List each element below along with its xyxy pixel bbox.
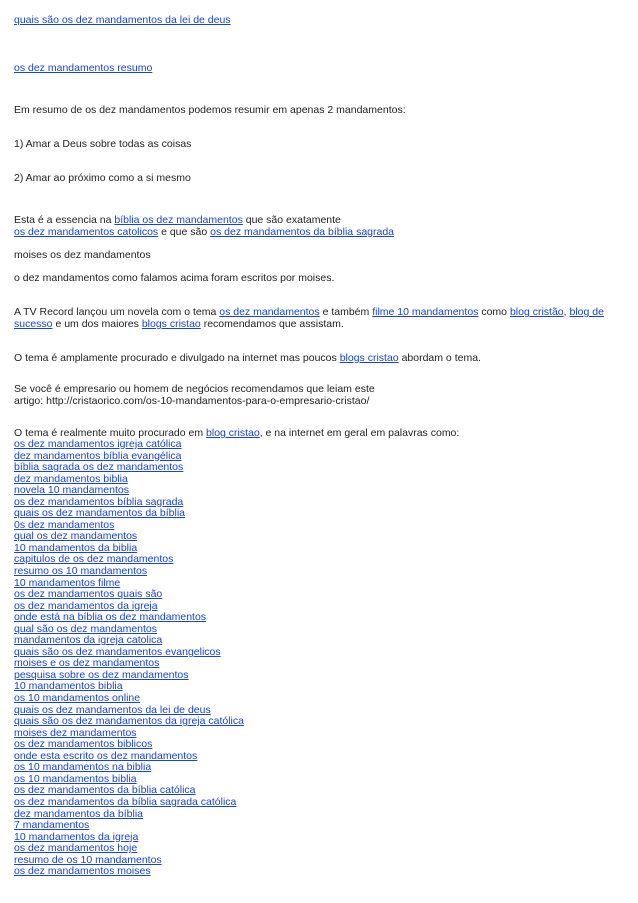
keyword-link[interactable]: os 10 mandamentos online xyxy=(14,692,141,705)
keyword-link[interactable]: os dez mandamentos igreja católica xyxy=(14,438,182,450)
keyword-link-list xyxy=(14,439,244,878)
essence-link-biblia[interactable]: bíblia os dez mandamentos xyxy=(114,214,243,226)
keyword-link[interactable]: os dez mandamentos moises xyxy=(14,865,151,878)
empresario-line2: artigo: http://cristaorico.com/os-10-mandamentos-para-o-empresario-cristao/ xyxy=(14,395,370,407)
essence-link-catolicos[interactable]: os dez mandamentos catolicos xyxy=(14,226,159,238)
moises-line: moises os dez mandamentos xyxy=(14,249,151,261)
essence-text-2: que são exatamente xyxy=(242,214,341,226)
record-text-4: , xyxy=(563,306,570,318)
keyword-link[interactable]: quais os dez mandamentos da bíblia xyxy=(14,507,186,520)
record-link-blogs-cristao[interactable]: blogs cristao xyxy=(141,318,201,330)
essence-paragraph-line2 xyxy=(14,226,394,238)
keyword-link[interactable]: mandamentos da igreja catolica xyxy=(14,634,163,647)
empresario-line1: Se você é empresario ou homem de negócios recomendamos que leiam este xyxy=(14,383,375,395)
tema-text-2: abordam o tema. xyxy=(398,352,481,364)
keyword-link[interactable]: resumo de os 10 mandamentos xyxy=(14,853,162,866)
record-link-blog-sucesso-part1[interactable]: blog de xyxy=(569,306,604,318)
keyword-link[interactable]: 10 mandamentos biblia xyxy=(14,680,123,693)
keyword-link[interactable]: os dez mandamentos biblicos xyxy=(14,738,153,751)
record-link-blog-cristao[interactable]: blog cristão xyxy=(509,306,564,318)
keyword-link[interactable]: pesquisa sobre os dez mandamentos xyxy=(14,668,189,681)
record-link-filme[interactable]: filme 10 mandamentos xyxy=(372,306,479,318)
intro-text: Em resumo de os dez mandamentos podemos resumir em apenas 2 mandamentos: xyxy=(14,104,406,116)
record-paragraph-line2 xyxy=(14,318,344,330)
essence-paragraph-line1 xyxy=(14,214,341,226)
record-text-5: e um dos maiores xyxy=(52,318,142,330)
keyword-link[interactable]: moises e os dez mandamentos xyxy=(14,657,160,670)
record-paragraph-line1 xyxy=(14,306,604,318)
essence-text-1: Esta é a essencia na xyxy=(14,214,115,226)
commandment-item-1: 1) Amar a Deus sobre todas as coisas xyxy=(14,138,192,150)
keyword-link[interactable]: os dez mandamentos bíblia sagrada xyxy=(14,495,184,508)
record-text-6: recomendamos que assistam. xyxy=(200,318,344,330)
keyword-link[interactable]: onde está na bíblia os dez mandamentos xyxy=(14,611,207,624)
summary-link[interactable]: os dez mandamentos resumo xyxy=(14,62,153,74)
summary-link-line xyxy=(14,62,152,74)
keyword-link[interactable]: onde esta escrito os dez mandamentos xyxy=(14,749,198,762)
essence-text-3: e que são xyxy=(158,226,211,238)
keyword-link[interactable]: os dez mandamentos hoje xyxy=(14,842,138,855)
written-line: o dez mandamentos como falamos acima foram escritos por moises. xyxy=(14,272,335,284)
keyword-link[interactable]: qual são os dez mandamentos xyxy=(14,622,158,635)
keyword-link[interactable]: bíblia sagrada os dez mandamentos xyxy=(14,461,184,474)
keyword-link[interactable]: 10 mandamentos da igreja xyxy=(14,830,139,843)
record-text-1: A TV Record lançou um novela com o tema xyxy=(14,306,220,318)
commandment-item-2: 2) Amar ao próximo como a si mesmo xyxy=(14,172,191,184)
essence-link-biblia-sagrada[interactable]: os dez mandamentos da bíblia sagrada xyxy=(210,226,395,238)
keyword-link[interactable]: os dez mandamentos da bíblia sagrada católica xyxy=(14,795,237,808)
keyword-link[interactable]: capitulos de os dez mandamentos xyxy=(14,553,174,566)
keyword-link[interactable]: 10 mandamentos filme xyxy=(14,576,121,589)
keyword-link[interactable]: dez mandamentos biblia xyxy=(14,472,128,485)
keyword-link[interactable]: dez mandamentos da bíblia xyxy=(14,807,143,820)
keyword-link[interactable]: qual os dez mandamentos xyxy=(14,530,138,543)
top-link[interactable]: quais são os dez mandamentos da lei de deus xyxy=(14,14,231,26)
record-text-2: e também xyxy=(319,306,373,318)
keyword-link[interactable]: os dez mandamentos da bíblia católica xyxy=(14,784,196,797)
keyword-link[interactable]: resumo os 10 mandamentos xyxy=(14,565,148,578)
record-link-novela[interactable]: os dez mandamentos xyxy=(219,306,320,318)
keyword-link[interactable]: 7 mandamentos xyxy=(14,819,90,832)
keyword-link[interactable]: os dez mandamentos da igreja xyxy=(14,599,158,612)
tema-text-1: O tema é amplamente procurado e divulgado na internet mas poucos xyxy=(14,352,340,364)
tema-link-blogs-cristao[interactable]: blogs cristao xyxy=(339,352,399,364)
tema-paragraph xyxy=(14,352,481,364)
keyword-link[interactable]: os 10 mandamentos na biblia xyxy=(14,761,152,774)
keyword-link[interactable]: 10 mandamentos da biblia xyxy=(14,541,138,554)
procurado-link-blog-cristao[interactable]: blog cristao xyxy=(206,427,260,439)
keyword-link[interactable]: dez mandamentos bíblia evangélica xyxy=(14,449,182,462)
keyword-link[interactable]: os dez mandamentos quais são xyxy=(14,588,163,601)
keyword-link[interactable]: os 10 mandamentos biblia xyxy=(14,772,137,785)
top-link-line xyxy=(14,14,231,26)
record-link-blog-sucesso-part2[interactable]: sucesso xyxy=(14,318,53,330)
record-text-3: como xyxy=(478,306,510,318)
keyword-link[interactable]: quais os dez mandamentos da lei de deus xyxy=(14,703,211,716)
keyword-link[interactable]: 0s dez mandamentos xyxy=(14,518,115,531)
procurado-text-1: O tema é realmente muito procurado em xyxy=(14,427,207,439)
keyword-link[interactable]: quais são os dez mandamentos da igreja católica xyxy=(14,715,244,728)
keyword-link[interactable]: moises dez mandamentos xyxy=(14,726,137,739)
procurado-text-2: , e na internet em geral em palavras como: xyxy=(259,427,460,439)
keyword-link[interactable]: novela 10 mandamentos xyxy=(14,484,129,497)
keyword-link[interactable]: quais são os dez mandamentos evangelicos xyxy=(14,645,221,658)
